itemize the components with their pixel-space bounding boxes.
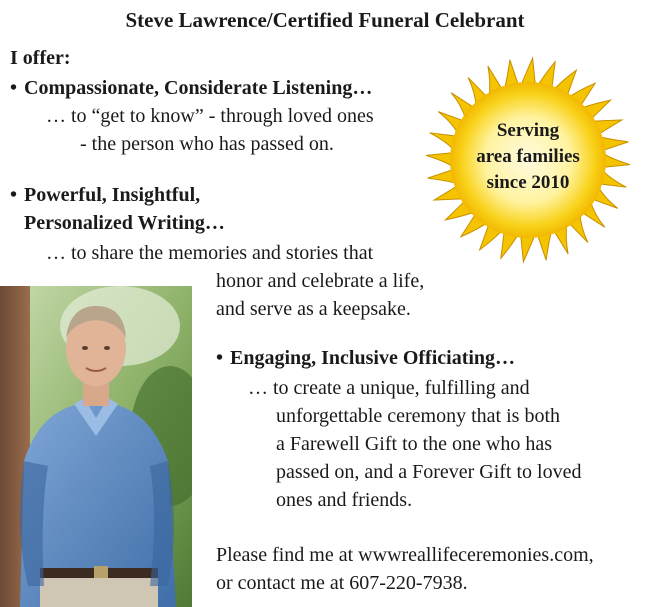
officiating-line-4: passed on, and a Forever Gift to loved — [276, 461, 582, 483]
bullet: • — [10, 77, 18, 99]
intro-text: I offer: — [10, 47, 71, 69]
offer-heading-listening-text: Compassionate, Considerate Listening… — [24, 77, 373, 99]
sun-badge — [424, 56, 632, 264]
officiating-line-5: ones and friends. — [276, 489, 413, 511]
officiating-line-1: … to create a unique, fulfilling and — [248, 377, 530, 399]
badge-line-1: Serving — [496, 120, 560, 141]
portrait-illustration — [0, 286, 192, 607]
offer-heading-writing-text-1: Powerful, Insightful, — [24, 184, 201, 206]
badge-text — [424, 118, 632, 196]
offer-heading-writing-text-2: Personalized Writing… — [24, 212, 225, 234]
offer-heading-officiating-text: Engaging, Inclusive Officiating… — [230, 347, 516, 369]
badge-line-2: area families — [476, 146, 580, 167]
contact-phone-line: or contact me at 607-220-7938. — [216, 572, 468, 594]
page-title: Steve Lawrence/Certified Funeral Celebrant — [125, 8, 525, 32]
officiating-line-3: a Farewell Gift to the one who has — [276, 433, 553, 455]
writing-line-3: and serve as a keepsake. — [216, 298, 411, 320]
listening-line-1: … to “get to know” - through loved ones — [46, 105, 374, 127]
bullet: • — [10, 184, 18, 206]
contact-website-line: Please find me at wwwreallifeceremonies.com, — [216, 544, 594, 566]
bullet: • — [216, 347, 224, 369]
portrait-photo — [0, 286, 192, 607]
writing-line-2: honor and celebrate a life, — [216, 270, 425, 292]
listening-line-2: - the person who has passed on. — [80, 133, 334, 155]
offer-heading-writing — [10, 184, 200, 207]
offer-heading-listening — [10, 77, 372, 100]
writing-line-1: … to share the memories and stories that — [46, 242, 374, 264]
offer-heading-officiating — [216, 347, 515, 370]
officiating-line-2: unforgettable ceremony that is both — [276, 405, 560, 427]
badge-line-3: since 2010 — [486, 172, 570, 193]
